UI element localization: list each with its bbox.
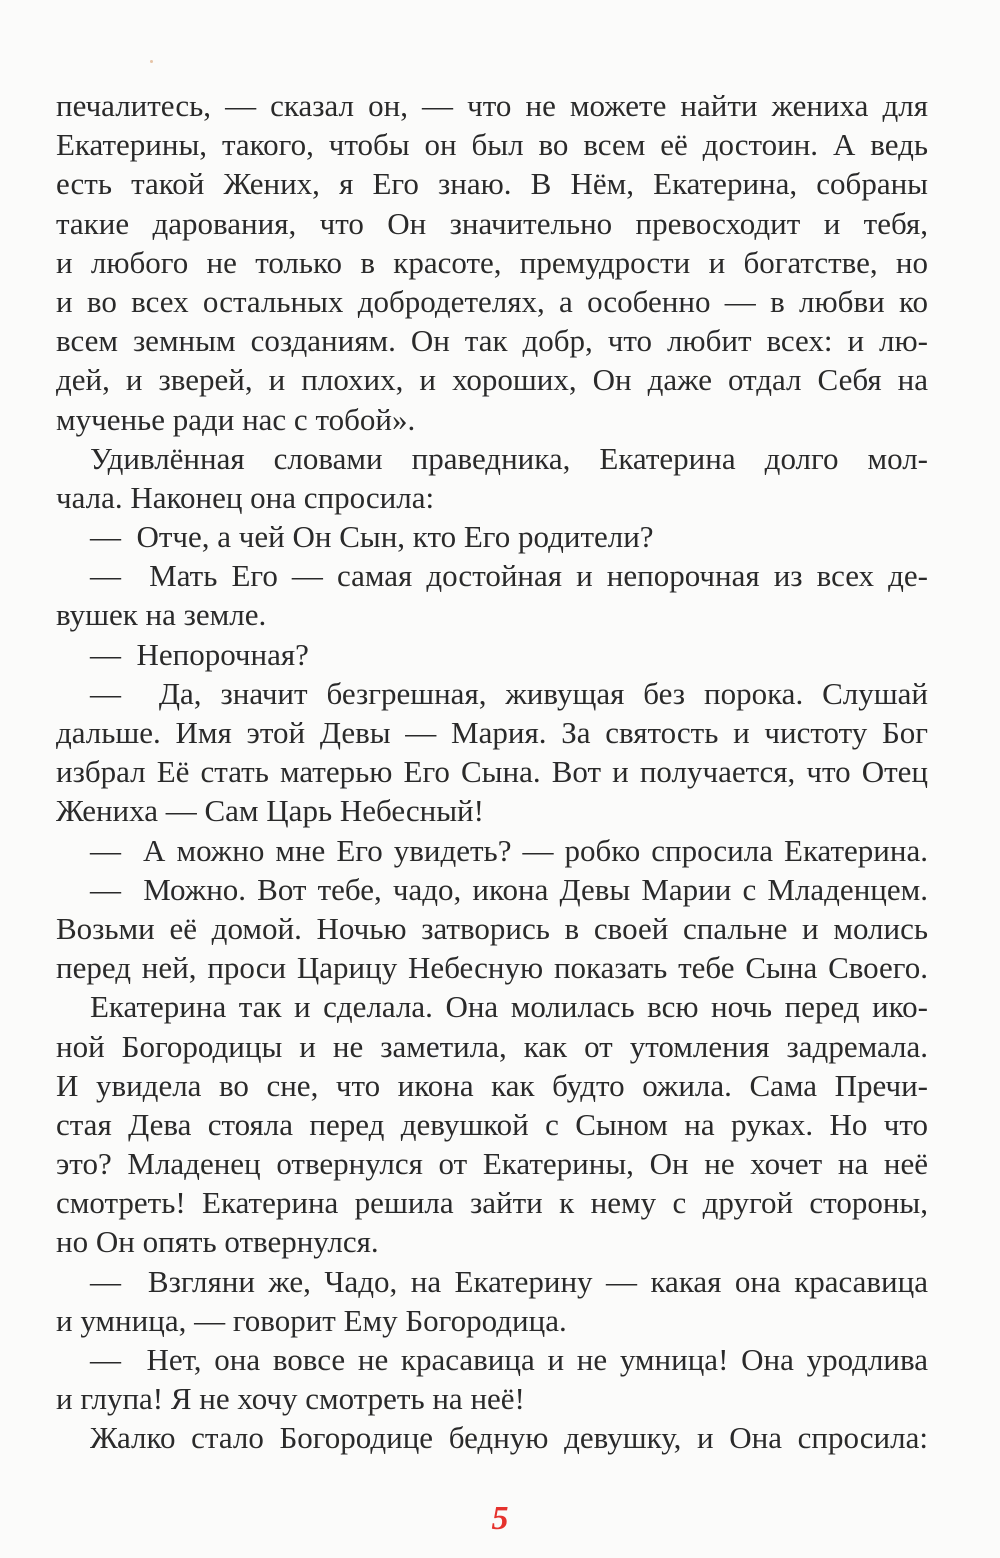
text-line: перед ней, проси Царицу Небесную показать тебе Сына Своего. <box>56 950 928 986</box>
text-line: и во всех остальных добродетелях, а особенно — в любви ко <box>56 283 928 319</box>
text-line: И увидела во сне, что икона как будто ожила. Сама Пречи- <box>56 1067 928 1103</box>
text-line: Возьми её домой. Ночью затворись в своей спальне и молись <box>56 910 928 946</box>
text-line: Удивлённая словами праведника, Екатерина долго мол- <box>90 440 928 476</box>
text-line: но Он опять отвернулся. <box>56 1224 379 1260</box>
text-line: Екатерина так и сделала. Она молилась всю ночь перед ико- <box>90 989 928 1025</box>
text-line: стая Дева стояла перед девушкой с Сыном на руках. Но что <box>56 1106 928 1142</box>
text-line: это? Младенец отвернулся от Екатерины, Он не хочет на неё <box>56 1146 928 1182</box>
text-line: Екатерины, такого, чтобы он был во всем её достоин. А ведь <box>56 127 928 163</box>
body-text <box>56 86 928 1458</box>
page-number: 5 <box>491 1500 509 1537</box>
text-line: Жениха — Сам Царь Небесный! <box>56 793 484 829</box>
text-line: мученье ради нас с тобой». <box>56 401 416 437</box>
dialogue-line: — Взгляни же, Чадо, на Екатерину — какая она красавица <box>90 1263 928 1299</box>
text-line: смотреть! Екатерина решила зайти к нему с другой стороны, <box>56 1185 928 1221</box>
paper-speck <box>150 60 153 63</box>
text-line: Жалко стало Богородице бедную девушку, и Она спросила: <box>90 1420 928 1456</box>
text-line: избрал Её стать матерью Его Сына. Вот и получается, что Отец <box>56 754 928 790</box>
text-line: ной Богородицы и не заметила, как от утомления задремала. <box>56 1028 928 1064</box>
dialogue-line: — Отче, а чей Он Сын, кто Его родители? <box>90 519 654 555</box>
text-line: всем земным созданиям. Он так добр, что любит всех: и лю- <box>56 323 928 359</box>
text-line: есть такой Жених, я Его знаю. В Нём, Екатерина, собраны <box>56 166 928 202</box>
dialogue-line: — Да, значит безгрешная, живущая без порока. Слушай <box>90 675 928 711</box>
text-line: чала. Наконец она спросила: <box>56 479 435 515</box>
dialogue-line: — А можно мне Его увидеть? — робко спросила Екатерина. <box>90 832 928 868</box>
text-line: вушек на земле. <box>56 597 267 633</box>
text-line: такие дарования, что Он значительно превосходит и тебя, <box>56 205 928 241</box>
text-line: и любого не только в красоте, премудрости и богатстве, но <box>56 244 928 280</box>
dialogue-line: — Мать Его — самая достойная и непорочная из всех де- <box>90 558 928 594</box>
dialogue-line: — Непорочная? <box>90 636 309 672</box>
text-line: печалитесь, — сказал он, — что не можете найти жениха для <box>56 88 928 123</box>
text-line: дальше. Имя этой Девы — Мария. За святость и чистоту Бог <box>56 715 928 750</box>
dialogue-line: — Можно. Вот тебе, чадо, икона Девы Марии с Младенцем. <box>90 871 928 907</box>
text-line: и глупа! Я не хочу смотреть на неё! <box>56 1381 525 1417</box>
dialogue-line: — Нет, она вовсе не красавица и не умница! Она уродлива <box>90 1342 928 1377</box>
text-line: дей, и зверей, и плохих, и хороших, Он даже отдал Себя на <box>56 362 928 398</box>
text-line: и умница, — говорит Ему Богородица. <box>56 1302 567 1338</box>
